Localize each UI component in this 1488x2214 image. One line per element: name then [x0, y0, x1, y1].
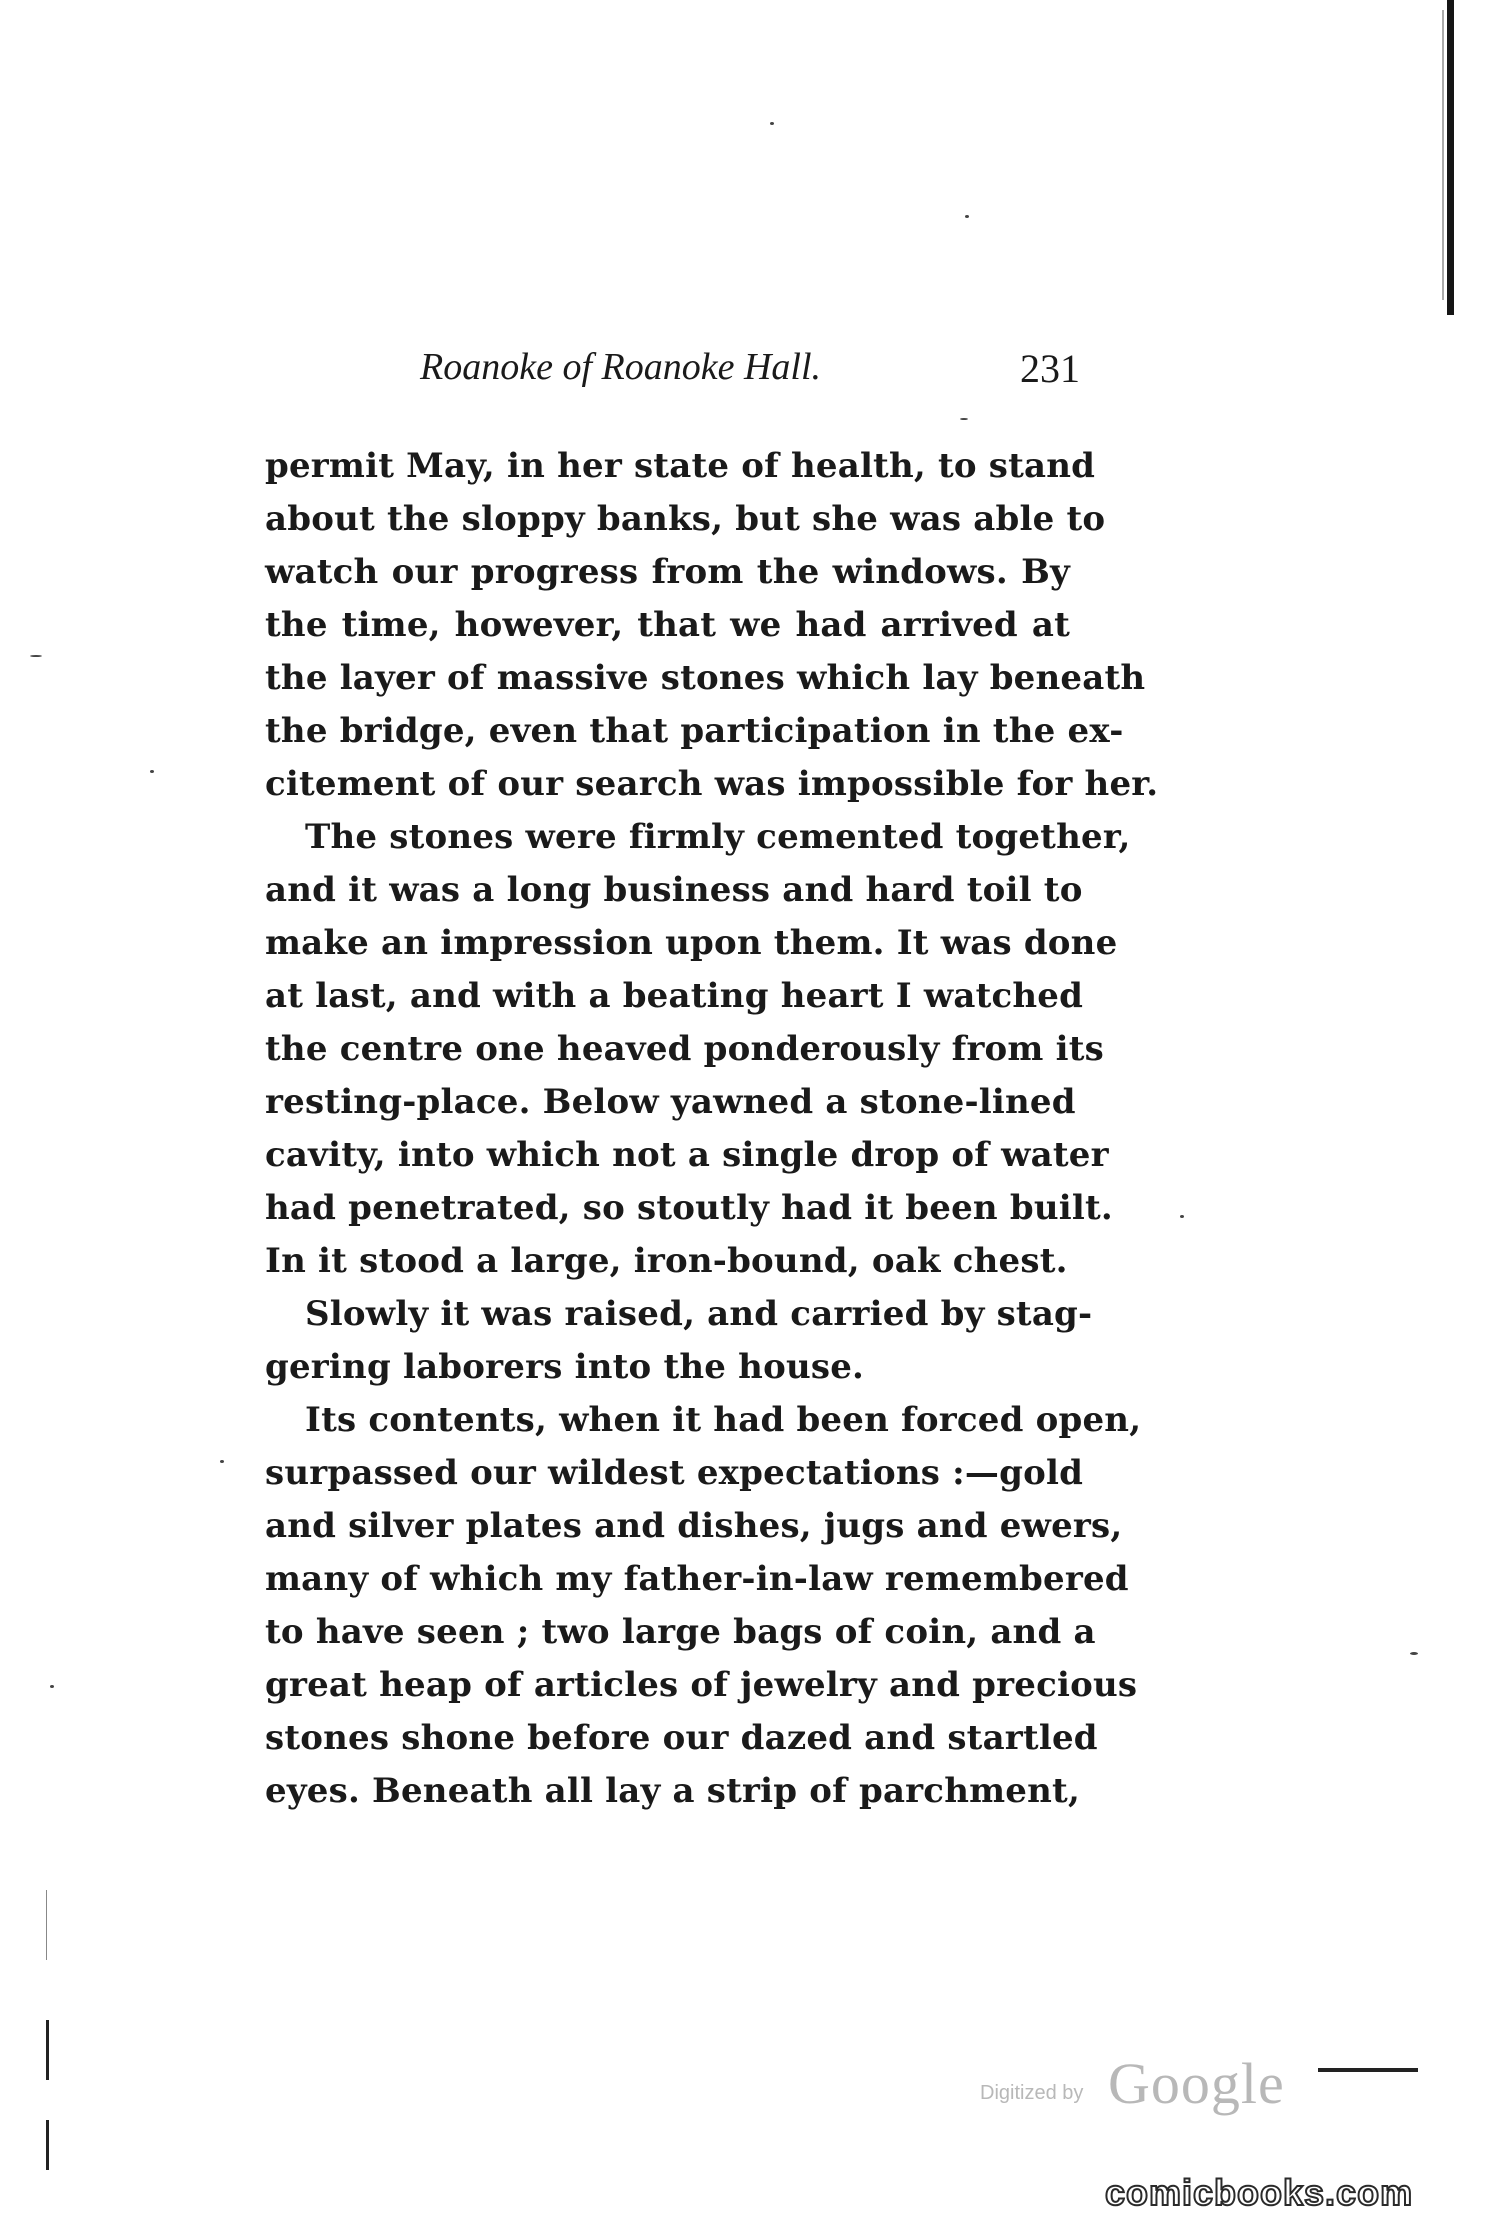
- binding-shadow-edge: [1442, 10, 1444, 300]
- page-number: 231: [1020, 346, 1080, 391]
- scan-edge-mark: [46, 2120, 49, 2170]
- paragraph: [265, 440, 1159, 811]
- text-line: had penetrated, so stoutly had it been built.: [265, 1188, 1113, 1228]
- text-line: permit May, in her state of health, to stand: [265, 446, 1096, 486]
- google-watermark: [980, 2050, 1310, 2120]
- text-line: Slowly it was raised, and carried by stag-: [305, 1294, 1093, 1334]
- text-line: about the sloppy banks, but she was able to: [265, 499, 1106, 539]
- digitized-by-label: Digitized by: [980, 2082, 1084, 2104]
- binding-shadow: [1447, 0, 1454, 315]
- scan-mark: [1318, 2068, 1418, 2072]
- text-line: the centre one heaved ponderously from its: [265, 1029, 1105, 1069]
- text-line: make an impression upon them. It was done: [265, 923, 1118, 963]
- running-head: [270, 345, 1080, 395]
- text-line: citement of our search was impossible for her.: [265, 764, 1159, 804]
- text-line: In it stood a large, iron-bound, oak chest.: [265, 1241, 1068, 1281]
- text-line: stones shone before our dazed and startled: [265, 1718, 1098, 1758]
- scan-edge-mark: [46, 2020, 49, 2080]
- text-line: at last, and with a beating heart I watched: [265, 976, 1084, 1016]
- scan-edge-mark: [46, 1890, 47, 1960]
- text-line: to have seen ; two large bags of coin, and a: [265, 1612, 1096, 1652]
- text-line: resting-place. Below yawned a stone-lined: [265, 1082, 1076, 1122]
- text-line: gering laborers into the house.: [265, 1347, 865, 1387]
- text-line: cavity, into which not a single drop of water: [265, 1135, 1109, 1175]
- paragraph: [265, 1394, 1142, 1818]
- text-line: surpassed our wildest expectations :—gold: [265, 1453, 1084, 1493]
- text-line: and silver plates and dishes, jugs and ewers,: [265, 1506, 1123, 1546]
- text-line: many of which my father-in-law remembered: [265, 1559, 1129, 1599]
- paragraph: [265, 811, 1131, 1288]
- text-line: the time, however, that we had arrived at: [265, 605, 1070, 645]
- paragraph: [265, 1288, 1093, 1394]
- text-line: the bridge, even that participation in the ex-: [265, 711, 1124, 751]
- site-watermark: comicbooks.com: [1105, 2172, 1414, 2213]
- text-line: great heap of articles of jewelry and precious: [265, 1665, 1138, 1705]
- text-line: Its contents, when it had been forced open,: [305, 1400, 1142, 1440]
- body-text: [265, 440, 1159, 1818]
- text-line: watch our progress from the windows. By: [265, 552, 1070, 592]
- text-line: eyes. Beneath all lay a strip of parchment,: [265, 1771, 1080, 1811]
- running-title: Roanoke of Roanoke Hall.: [420, 346, 822, 388]
- google-logo: Google: [1108, 2051, 1285, 2116]
- text-line: and it was a long business and hard toil to: [265, 870, 1083, 910]
- text-line: the layer of massive stones which lay beneath: [265, 658, 1146, 698]
- text-line: The stones were firmly cemented together,: [305, 817, 1131, 857]
